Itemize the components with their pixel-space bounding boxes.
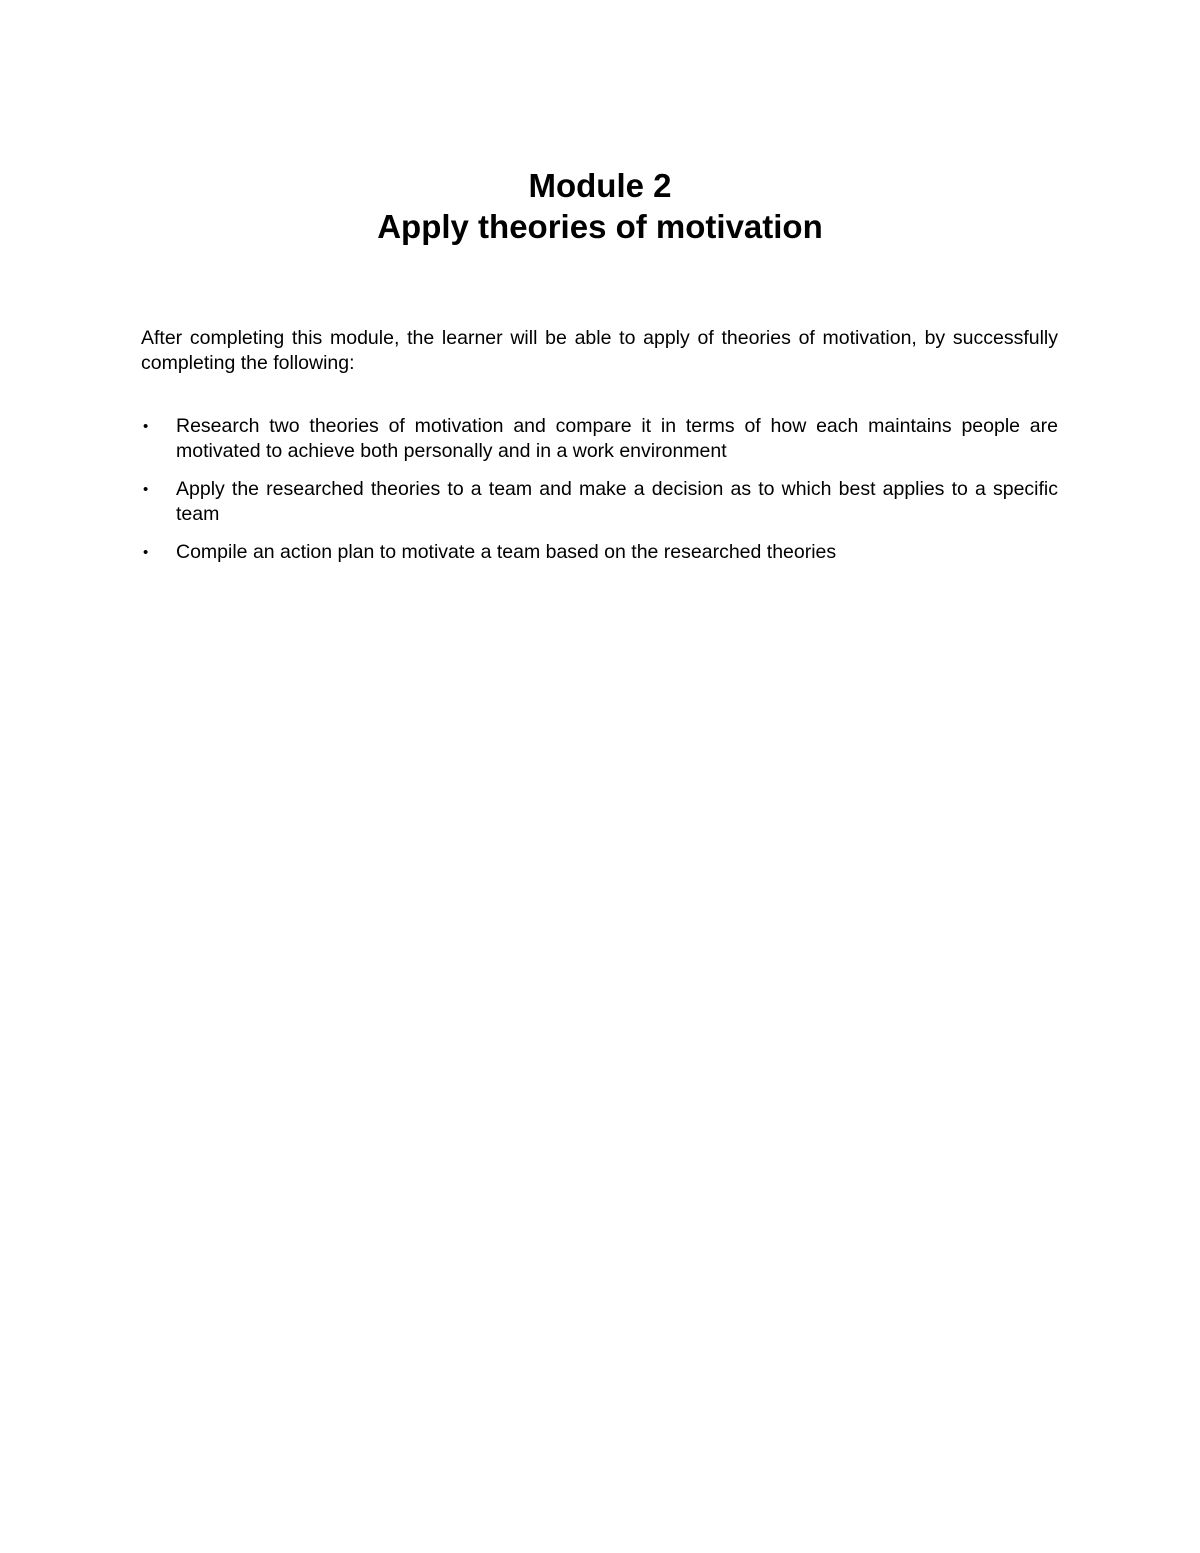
bullet-icon: •: [143, 481, 149, 498]
list-item: [141, 540, 1058, 565]
page-title: Apply theories of motivation: [377, 208, 823, 245]
bullet-icon: •: [143, 544, 149, 561]
objective-text: Research two theories of motivation and compare it in terms of how each maintains people are motivated to achieve both personally and in a work environment: [176, 415, 1058, 462]
bullet-icon: •: [143, 418, 149, 435]
module-label: Module 2: [528, 167, 672, 204]
objective-text: Apply the researched theories to a team and make a decision as to which best applies to a specific team: [176, 478, 1058, 525]
list-item: [141, 477, 1058, 527]
objective-text: Compile an action plan to motivate a team based on the researched theories: [176, 541, 837, 563]
list-item: [141, 414, 1058, 464]
intro-paragraph: After completing this module, the learner will be able to apply of theories of motivation, by successfully completing the following:: [141, 327, 1058, 374]
objectives-list: [141, 414, 1058, 578]
